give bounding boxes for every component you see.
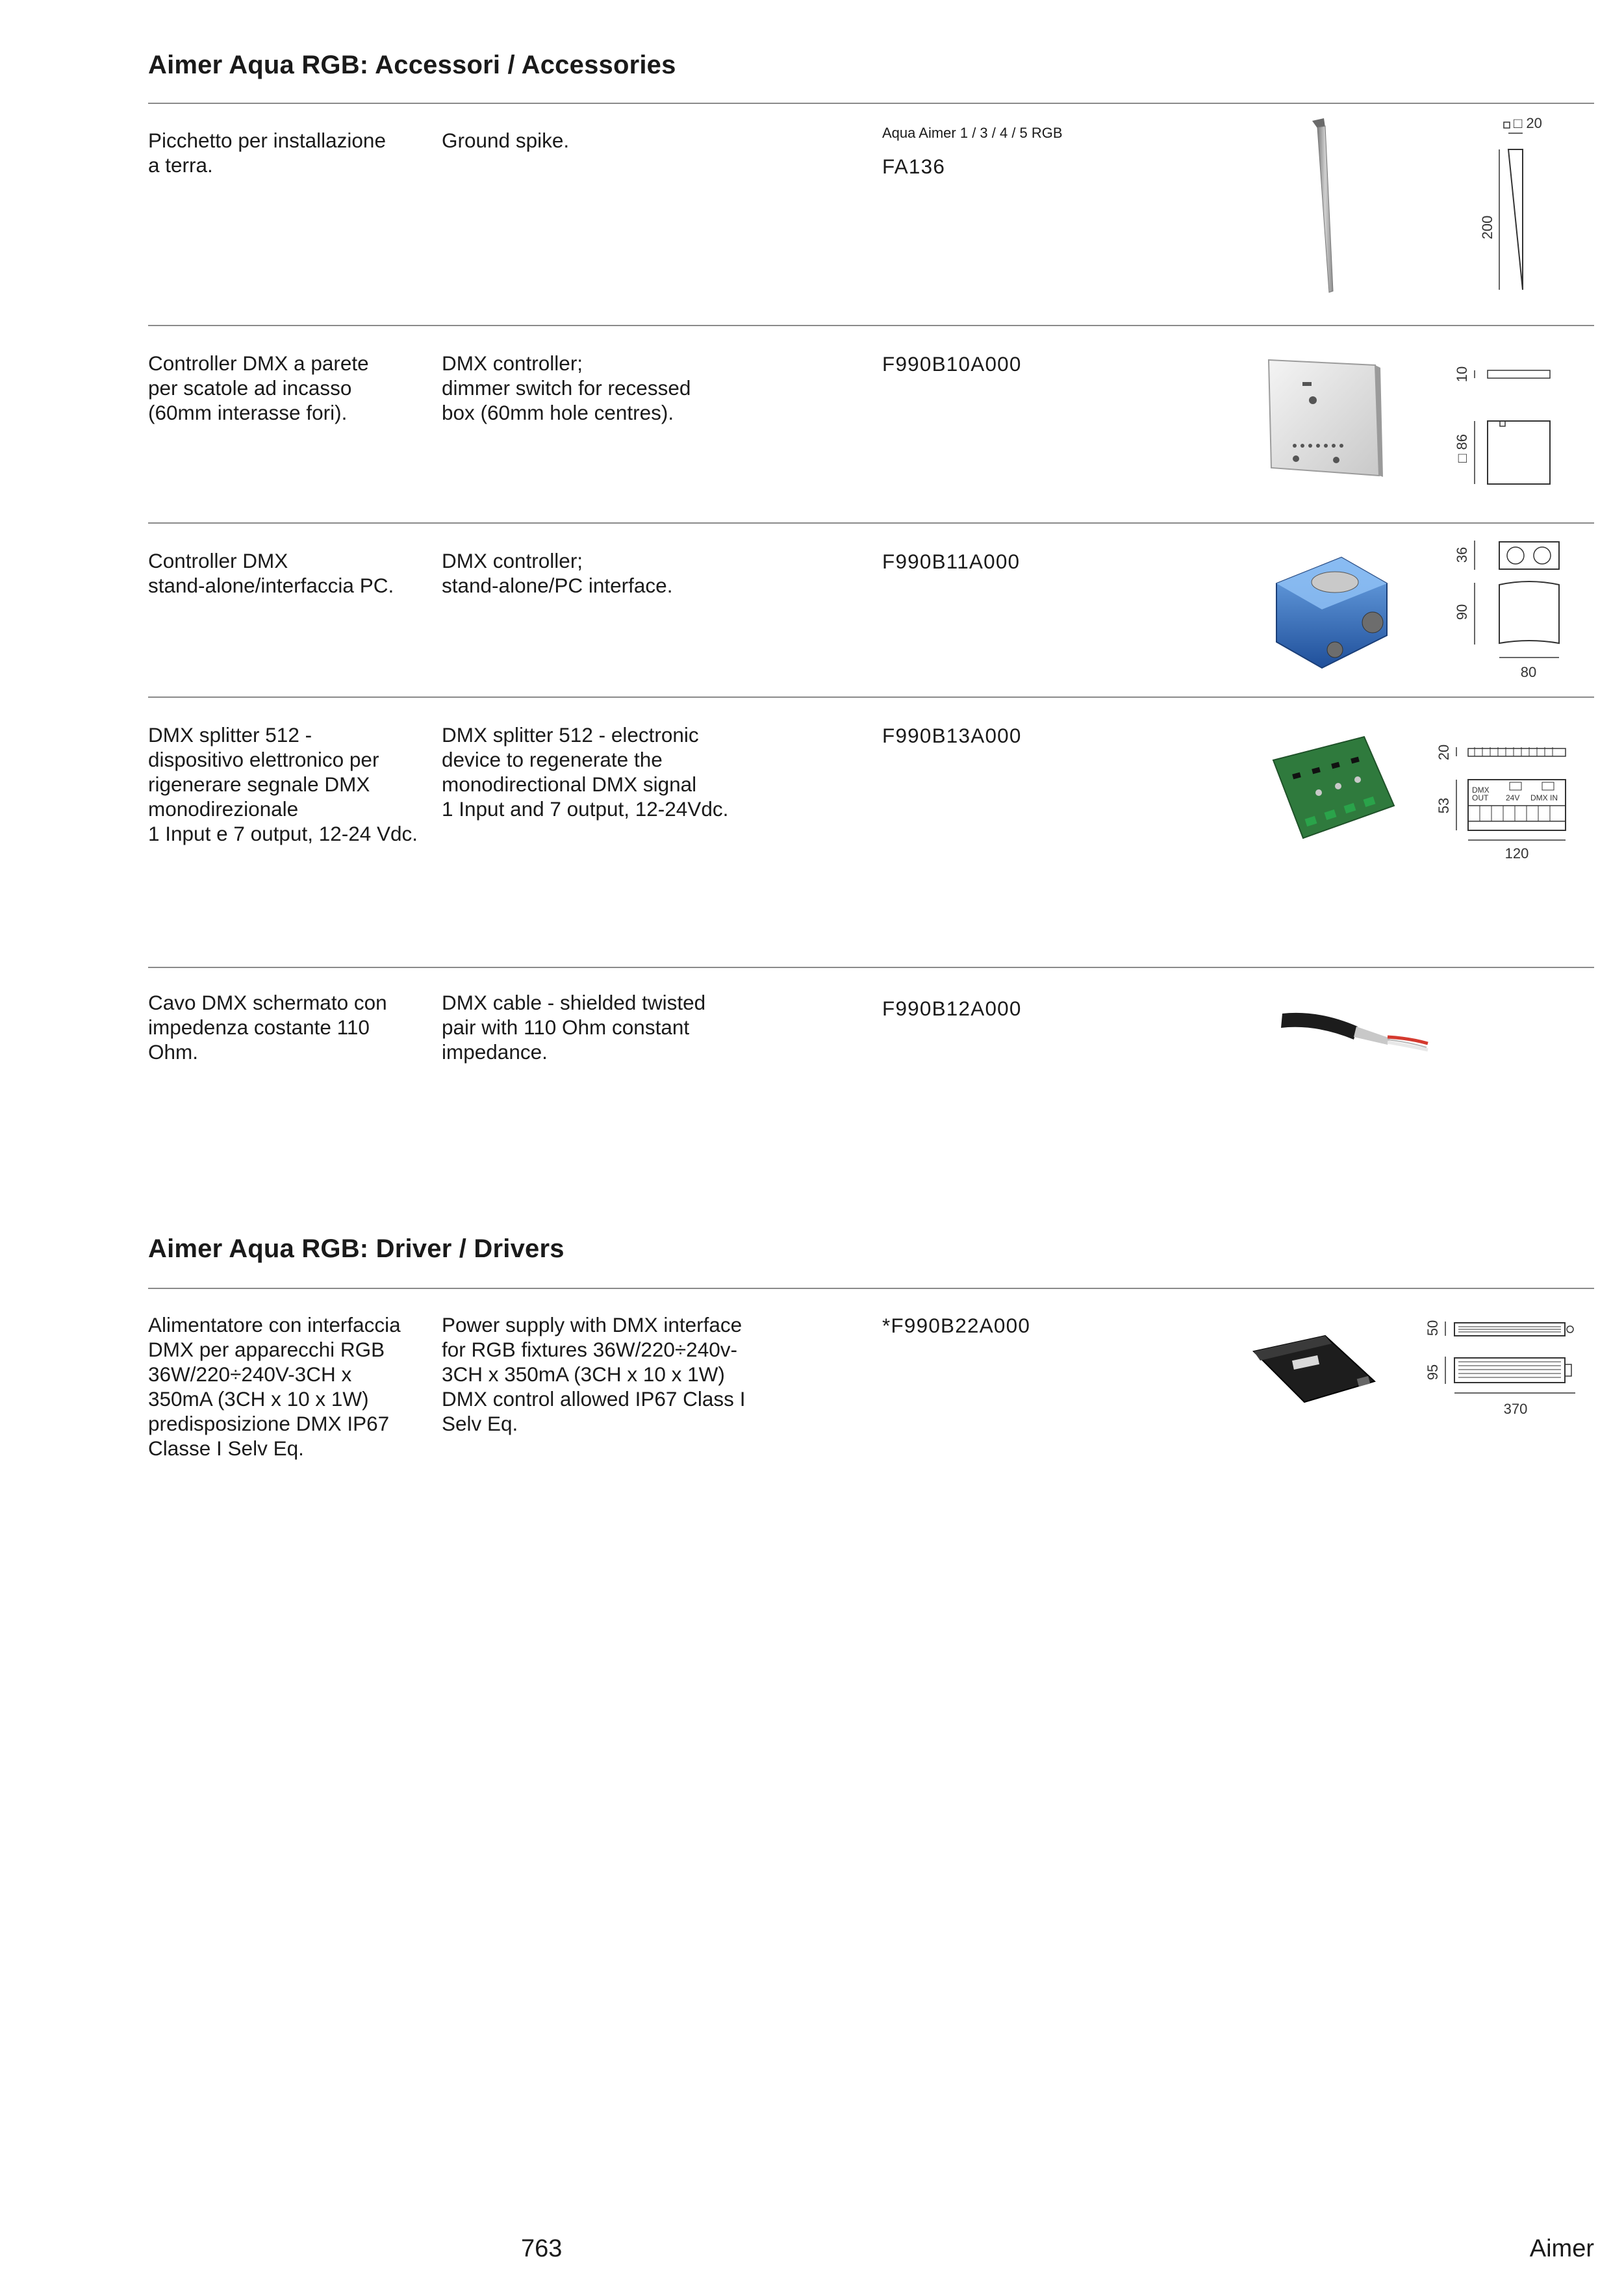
description-en: DMX splitter 512 - electronic device to regenerate the monodirectional DMX signal 1 Input and 7 output, 12-24Vdc.: [442, 723, 729, 821]
divider: [148, 1288, 1594, 1289]
dimension-label: 10: [1454, 366, 1470, 383]
description-en: DMX controller; dimmer switch for recessed box (60mm hole centres).: [442, 351, 691, 424]
dimension-label: 120: [1504, 845, 1529, 862]
page-number: 763: [521, 2235, 563, 2262]
product-code: F990B11A000: [882, 550, 1021, 573]
dmx-cable-photo: [1280, 1001, 1436, 1059]
power-supply-drawing: [1419, 1312, 1588, 1442]
divider: [148, 325, 1594, 326]
dimension-label: 90: [1454, 604, 1470, 620]
dmx-splitter-drawing: [1429, 733, 1579, 863]
power-supply-photo: [1247, 1332, 1377, 1410]
section-title-accessories: Aimer Aqua RGB: Accessori / Accessories: [148, 51, 676, 79]
brand-name: Aimer: [1529, 2235, 1594, 2262]
dmx-out-label: OUT: [1472, 793, 1489, 802]
description-it: Controller DMX a parete per scatole ad incasso (60mm interasse fori).: [148, 351, 369, 424]
voltage-label: 24V: [1506, 793, 1520, 802]
ground-spike-drawing: [1468, 110, 1559, 299]
section-title-drivers: Aimer Aqua RGB: Driver / Drivers: [148, 1234, 565, 1263]
dimension-label: □ 20: [1514, 115, 1542, 131]
product-code: F990B10A000: [882, 352, 1022, 376]
dimension-label: 95: [1425, 1364, 1441, 1381]
description-it: Cavo DMX schermato con impedenza costante 110 Ohm.: [148, 991, 387, 1064]
dmx-out-label: DMX: [1472, 786, 1490, 795]
dimension-label: 36: [1454, 546, 1470, 563]
wall-controller-drawing: [1442, 351, 1572, 494]
product-code: F990B12A000: [882, 997, 1022, 1020]
dimension-label: 50: [1425, 1320, 1441, 1336]
stand-alone-controller-photo: [1263, 544, 1393, 674]
stand-alone-controller-drawing: [1442, 534, 1579, 690]
description-en: DMX controller; stand-alone/PC interface.: [442, 549, 673, 597]
description-it: DMX splitter 512 - dispositivo elettronico per rigenerare segnale DMX monodirezionale 1 Input e 7 output, 12-24 Vdc.: [148, 723, 418, 845]
dimension-label: 53: [1436, 797, 1452, 814]
description-en: DMX cable - shielded twisted pair with 110 Ohm constant impedance.: [442, 991, 706, 1064]
product-code: F990B13A000: [882, 724, 1022, 747]
description-en: Power supply with DMX interface for RGB fixtures 36W/220÷240v- 3CH x 350mA (3CH x 10 x 1W) DMX control allowed IP67 Class I Selv Eq.: [442, 1313, 746, 1435]
divider: [148, 103, 1594, 104]
dimension-label: 200: [1479, 215, 1495, 240]
dmx-in-label: DMX IN: [1530, 793, 1558, 802]
compatibility-note: Aqua Aimer 1 / 3 / 4 / 5 RGB: [882, 125, 1063, 141]
dimension-label: 370: [1503, 1401, 1528, 1417]
ground-spike-photo: [1299, 116, 1351, 298]
description-it: Controller DMX stand-alone/interfaccia PC.: [148, 549, 394, 597]
description-it: Alimentatore con interfaccia DMX per apparecchi RGB 36W/220÷240V-3CH x 350mA (3CH x 10 x 1W) predisposizione DMX IP67 Classe I Selv Eq.: [148, 1313, 401, 1460]
product-code: FA136: [882, 155, 946, 178]
wall-controller-photo: [1263, 356, 1384, 479]
description-it: Picchetto per installazione a terra.: [148, 129, 386, 177]
divider: [148, 696, 1594, 698]
divider: [148, 522, 1594, 524]
dmx-splitter-photo: [1267, 734, 1397, 845]
product-code: *F990B22A000: [882, 1314, 1031, 1337]
description-en: Ground spike.: [442, 129, 570, 152]
dimension-label: 80: [1520, 664, 1537, 680]
divider: [148, 967, 1594, 968]
dimension-label: 20: [1436, 744, 1452, 761]
dimension-label: □ 86: [1454, 434, 1470, 463]
